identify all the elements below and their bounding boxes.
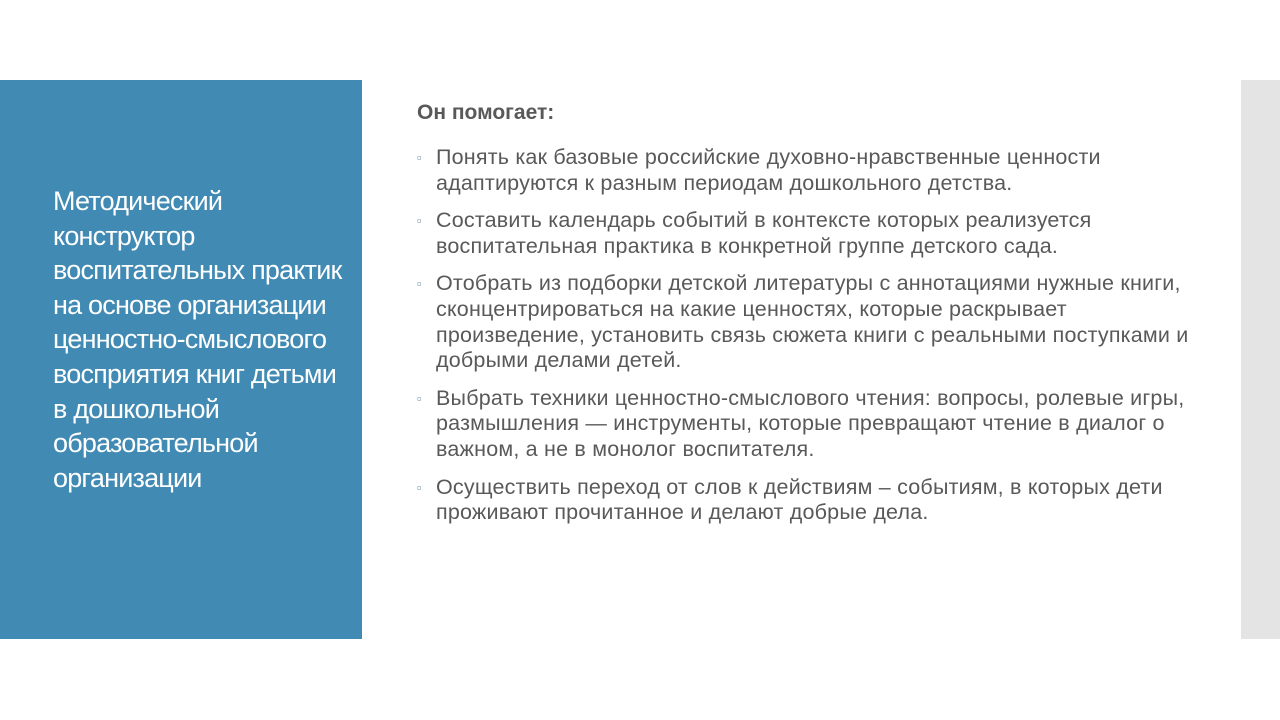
list-item — [417, 271, 1217, 373]
bullet-icon: ▫ — [417, 276, 422, 292]
slide-title: Методический конструктор воспитательных практик на основе организации ценностно-смыслового восприятия книг детьми в дошкольной образовательной организации — [53, 186, 342, 493]
bullet-text: Выбрать техники ценностно-смыслового чтения: вопросы, ролевые игры, размышления — инструменты, которые превращают чтение в диалог о важном, а не в монолог воспитателя. — [436, 385, 1185, 461]
right-decorative-bar — [1241, 80, 1280, 639]
bullet-text: Составить календарь событий в контексте которых реализуется воспитательная практика в конкретной группе детского сада. — [436, 208, 1092, 258]
content-heading: Он помогает: — [417, 101, 555, 124]
list-item — [417, 208, 1217, 259]
bullet-list — [417, 145, 1217, 526]
bullet-text: Осуществить переход от слов к действиям – событиям, в которых дети проживают прочитанное и делают добрые дела. — [436, 474, 1163, 525]
bullet-icon: ▫ — [417, 390, 422, 406]
bullet-text: Понять как базовые российские духовно-нравственные ценности адаптируются к разным периодам дошкольного детства. — [436, 145, 1101, 195]
content-area — [417, 97, 1217, 538]
list-item — [417, 386, 1217, 463]
list-item — [417, 145, 1217, 196]
bullet-text: Отобрать из подборки детской литературы с аннотациями нужные книги, сконцентрироваться на какие ценностях, которые раскрывает произведение, установить связь сюжета книги с реальными поступками и добрыми делами детей. — [436, 271, 1189, 373]
list-item — [417, 475, 1217, 526]
bullet-icon: ▫ — [417, 150, 422, 165]
bullet-icon: ▫ — [417, 213, 422, 229]
bullet-icon: ▫ — [417, 479, 422, 495]
